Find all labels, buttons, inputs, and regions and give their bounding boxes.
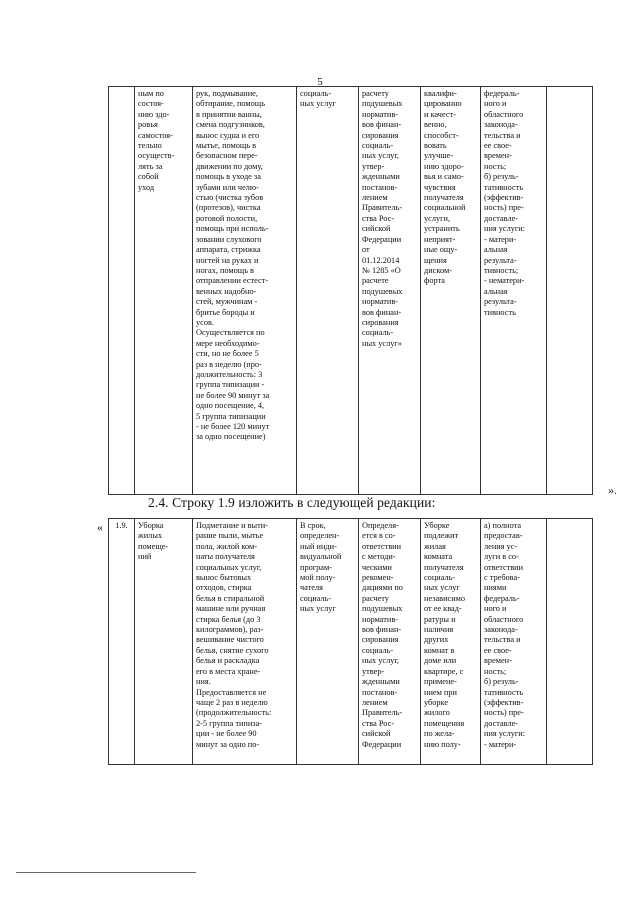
service-evaluation-text: федераль- ного и областного законода- тельства и ее свое- времен- ность; б) резуль- тативность (эффектив- ность) пре- доставле- ния услуги: - матери- альная результа- тивность; - нематери- альная результа- тивность bbox=[484, 89, 526, 317]
amendment-heading: 2.4. Строку 1.9 изложить в следующей редакции: bbox=[148, 495, 436, 510]
page-number: 5 bbox=[317, 76, 323, 88]
service-evaluation-cell bbox=[481, 519, 547, 765]
service-name-cell bbox=[135, 519, 193, 765]
continued-table bbox=[108, 86, 593, 495]
row-number-text: 1.9. bbox=[115, 521, 128, 530]
opening-quote: « bbox=[97, 520, 103, 534]
service-term-text: социаль- ных услуг bbox=[300, 89, 336, 109]
row-number-cell bbox=[109, 519, 135, 765]
footer-divider bbox=[16, 872, 196, 873]
service-name-text: ным по состоя- нию здо- ровья самостоя- тельно осуществ- лять за собой уход bbox=[138, 89, 175, 192]
service-quality-cell bbox=[421, 87, 481, 495]
service-name-text: Уборка жилых помеще- ний bbox=[138, 521, 169, 562]
service-quality-cell bbox=[421, 519, 481, 765]
service-cost-cell bbox=[359, 519, 421, 765]
row-1-9-table bbox=[108, 518, 593, 765]
service-name-cell bbox=[135, 87, 193, 495]
closing-quote: ». bbox=[608, 483, 617, 497]
service-cost-text: расчету подушевых норматив- вов финан- сирования социаль- ных услуг, утвер- жденными постанов- лением Правитель- ства Рос- сийской Федерации от 01.12.2014 № 1285 «О расчете подушевых норматив- вов финан- сирования социаль- ных услуг» bbox=[362, 89, 403, 348]
service-term-cell bbox=[297, 87, 359, 495]
service-cost-cell bbox=[359, 87, 421, 495]
service-quality-text: Уборке подлежит жилая комната получателя социаль- ных услуг независимо от ее квад- ратуры и наличия других комнат в доме или квартире, с примене- нием при уборке жилого помещения по жела- нию полу- bbox=[424, 521, 466, 749]
service-description-text: Подметание и выти- рание пыли, мытье пола, жилой ком- наты получателя социальных услуг, вынос бытовых отходов, стирка белья в стиральной машине или ручная стирка белья (до 3 килограммов), раз- вешивание чистого белья, снятие сухого белья и раскладка его в места хране- ния. Предоставляется не чаще 2 раз в неделю (продолжительность: 2-5 группа типиза- ции - не более 90 минут за одно по- bbox=[196, 521, 272, 749]
service-evaluation-text: а) полнота предостав- ления ус- луги в со- ответствии с требова- ниями федераль- ного и областного законода- тельства и ее свое- времен- ность; б) резуль- тативность (эффектив- ность) пре- доставле- ния услуги: - матери- bbox=[484, 521, 526, 749]
service-conditions-cell bbox=[547, 519, 593, 765]
service-term-text: В срок, определен- ный инди- видуальной програм- мой полу- чателя социаль- ных услуг bbox=[300, 521, 342, 614]
service-evaluation-cell bbox=[481, 87, 547, 495]
service-quality-text: квалифи- цированно и качест- венно, способст- вовать улучше- нию здоро- вья и само- чувствия получателя социальной услуги, устранить неприят- ные ощу- щения диском- форта bbox=[424, 89, 466, 286]
service-description-cell bbox=[193, 519, 297, 765]
service-description-text: рук, подмывание, обтирание, помощь в принятии ванны, смена подгузников, вынос судна и его мытье, помощь в безопасном пере- движении по дому, помощь в уходе за зубами или челю- стью (чистка зубов (протезов), чистка ротовой полости, помощь при исполь- зовании слухового аппарата, стрижка ногтей на руках и ногах, помощь в отправлении естест- венных надобно- стей, мужчинам - бритье бороды и усов. Осуществляется по мере необходимо- сти, но не более 5 раз в неделю (про- должительность: 3 группа типизации - не более 90 минут за одно посещение, 4, 5 группа типизации - не более 120 минут за одно посещение) bbox=[196, 89, 270, 442]
service-term-cell bbox=[297, 519, 359, 765]
service-cost-text: Определя- ется в со- ответствии с методи- ческими рекомен- дациями по расчету подушевых норматив- вов финан- сирования социаль- ных услуг, утвер- жденными постанов- лением Правитель- ства Рос- сийской Федерации bbox=[362, 521, 403, 749]
row-number-cell bbox=[109, 87, 135, 495]
service-description-cell bbox=[193, 87, 297, 495]
service-conditions-cell bbox=[547, 87, 593, 495]
